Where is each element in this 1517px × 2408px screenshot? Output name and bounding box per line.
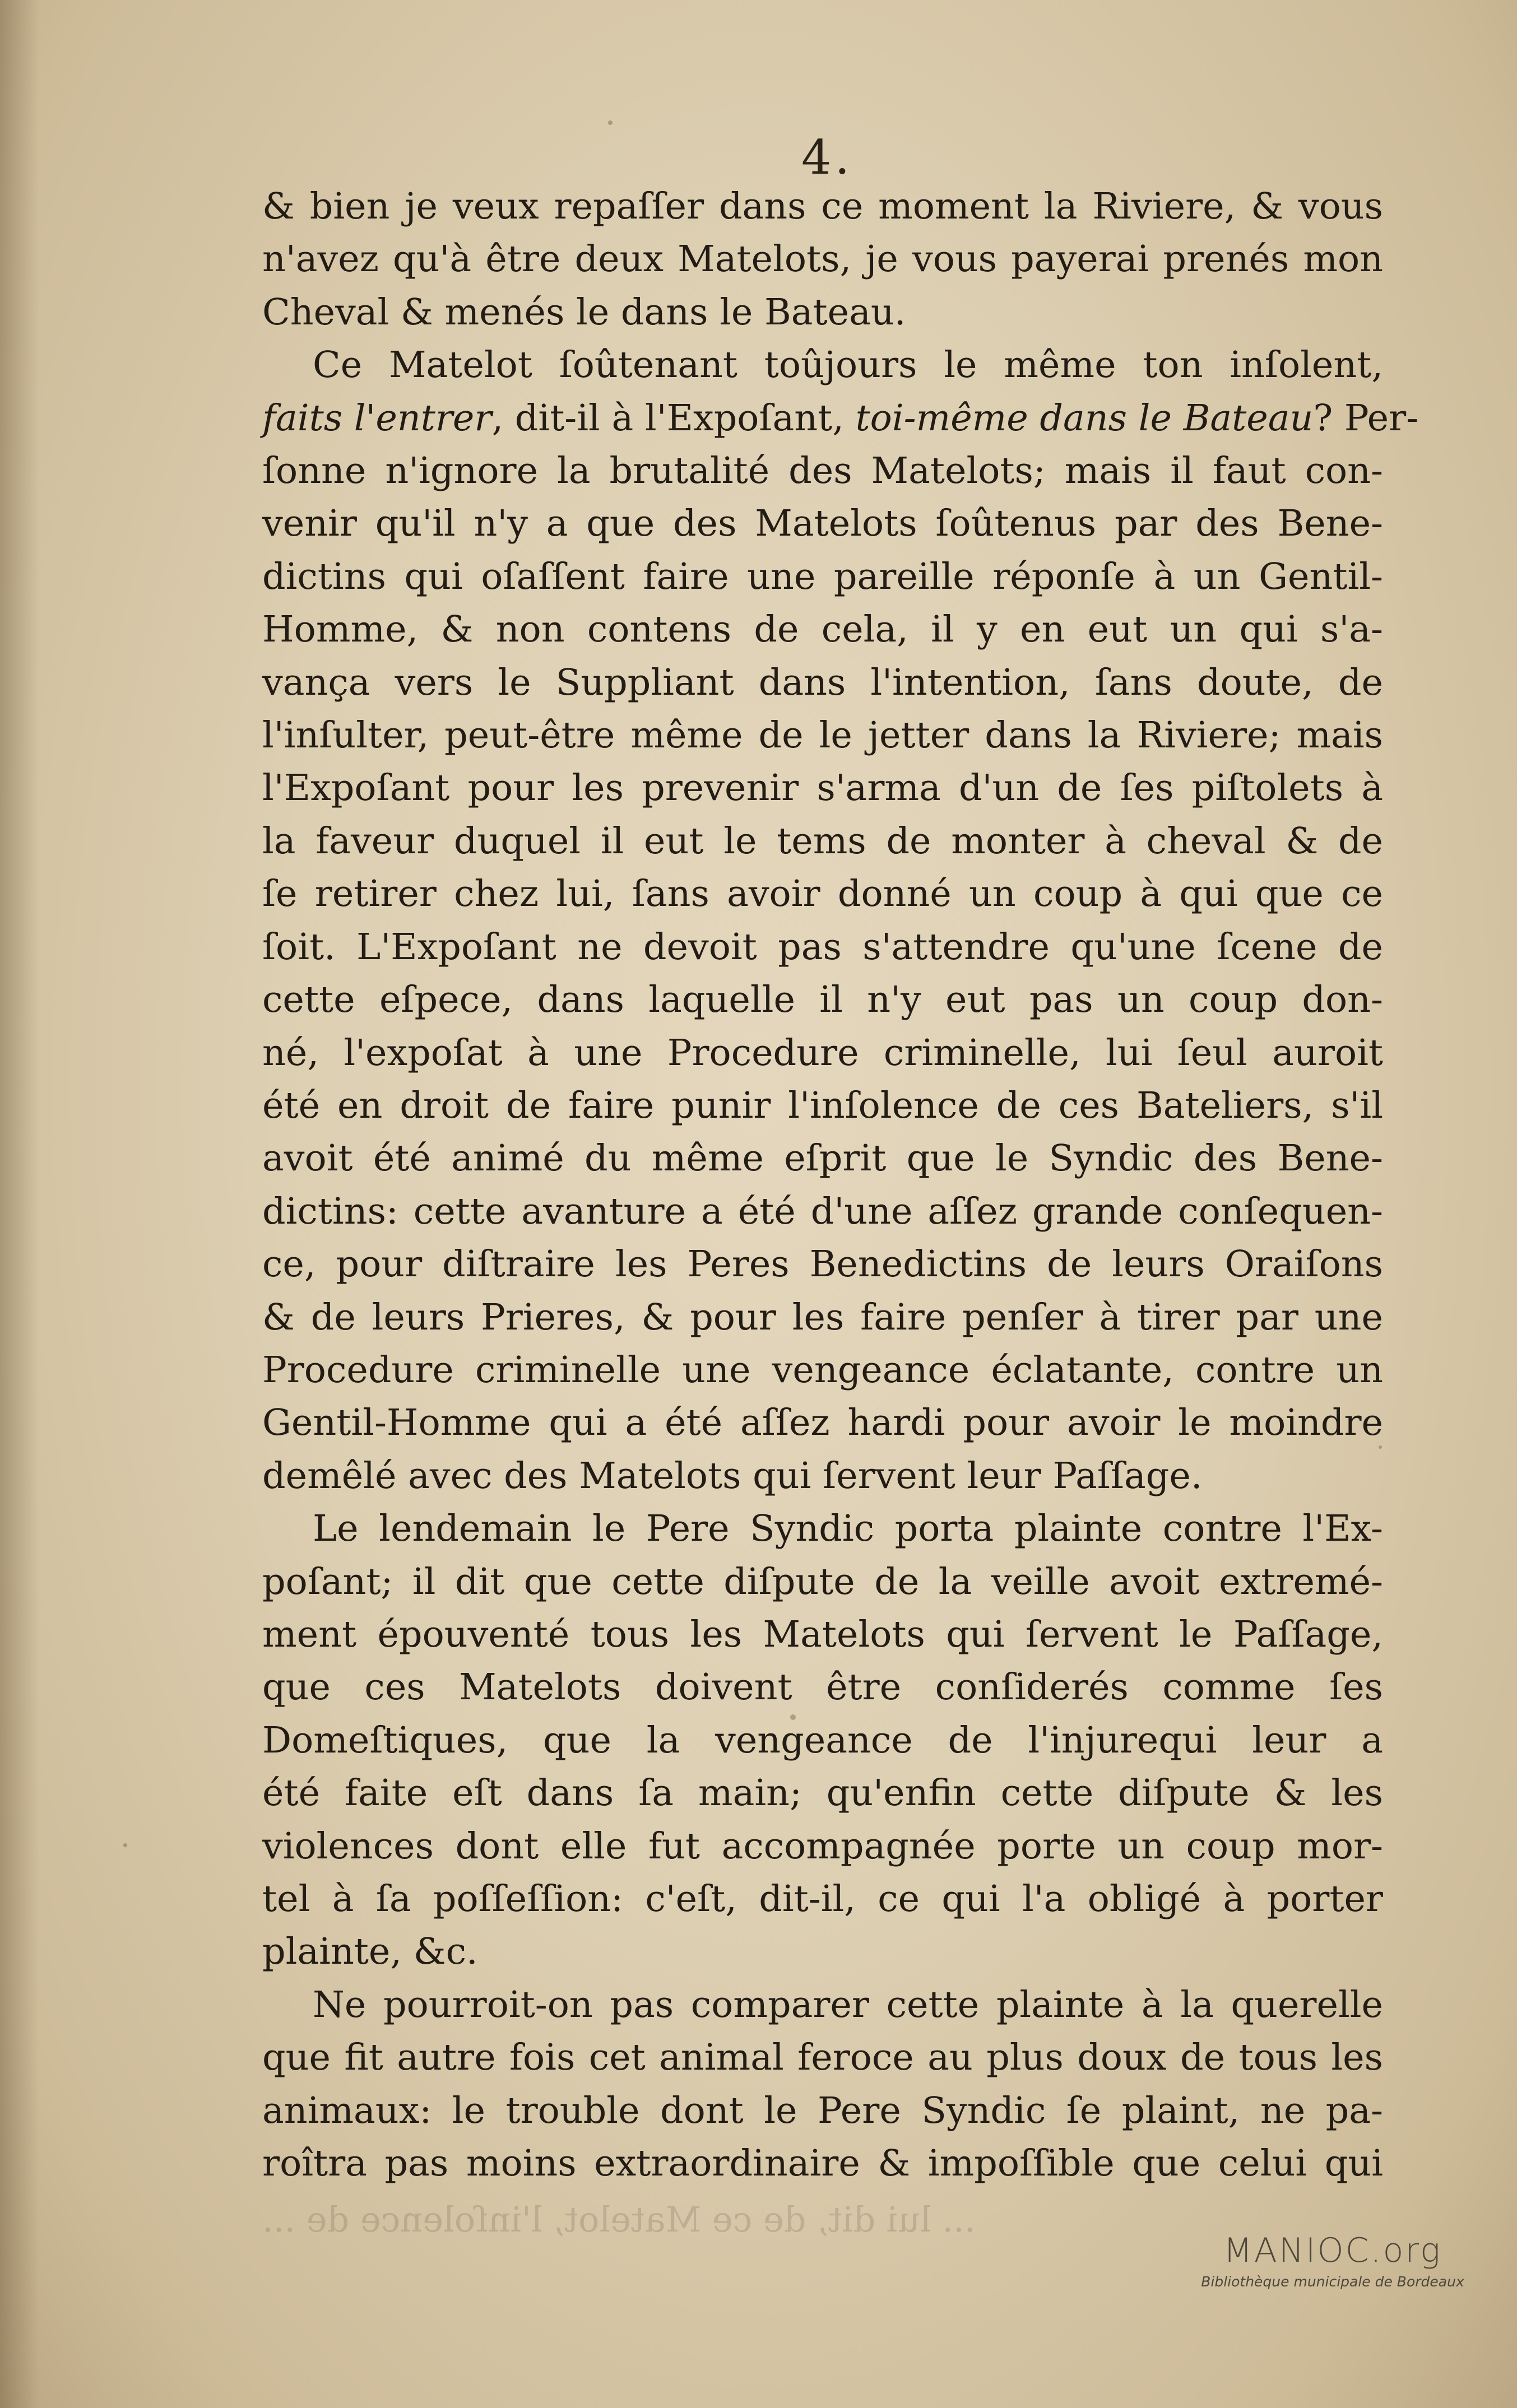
bleed-through-text: ... lui dit, de ce Matelot, l'inſolence de ...: [262, 2199, 976, 2240]
paper-speck: [790, 1714, 796, 1720]
italic-text: faits l'entrer: [262, 397, 492, 439]
paper-speck: [608, 120, 613, 125]
text-line: & bien je veux repaſſer dans ce moment la Riviere, & vous: [262, 185, 1383, 227]
text-line: roîtra pas moins extraordinaire & impoſſible que celui qui: [262, 2142, 1383, 2185]
paper-speck: [1379, 1445, 1382, 1449]
text-line: l'Expoſant pour les prevenir s'arma d'un de ſes piſtolets à: [262, 767, 1383, 810]
gutter-shadow: [0, 0, 39, 2408]
text-line: été en droit de faire punir l'inſolence de ces Bateliers, s'il: [262, 1084, 1383, 1127]
text-line: Procedure criminelle une vengeance éclatante, contre un: [262, 1349, 1383, 1391]
text-run: , dit-il à l'Expoſant,: [491, 397, 856, 439]
text-line: Ce Matelot ſoûtenant toûjours le même ton inſolent,: [313, 344, 1383, 387]
text-line: demêlé avec des Matelots qui ſervent leur Paſſage.: [262, 1454, 1203, 1497]
text-line: Le lendemain le Pere Syndic porta plainte contre l'Ex-: [313, 1508, 1383, 1550]
italic-text: toi-même dans le Bateau: [855, 397, 1314, 439]
text-run: ? Per-: [1313, 397, 1419, 439]
text-line: vança vers le Suppliant dans l'intention, ſans doute, de: [262, 661, 1383, 704]
text-line: la faveur duquel il eut le tems de monter à cheval & de: [262, 820, 1383, 862]
text-line: Ne pourroit-on pas comparer cette plainte à la querelle: [313, 1983, 1383, 2026]
watermark-logo: MANIOC.org: [1223, 2231, 1442, 2270]
text-line: animaux: le trouble dont le Pere Syndic ſe plaint, ne pa-: [262, 2089, 1383, 2132]
text-line: & de leurs Prieres, & pour les faire penſer à tirer par une: [262, 1296, 1383, 1338]
text-line: Domeſtiques, que la vengeance de l'injurequi leur a: [262, 1719, 1383, 1761]
paper-speck: [123, 1843, 127, 1847]
text-line: ſe retirer chez lui, ſans avoir donné un coup à qui que ce: [262, 873, 1383, 915]
body-text: [262, 180, 1419, 2190]
text-line: violences dont elle fut accompagnée porte un coup mor-: [262, 1825, 1383, 1867]
text-line: plainte, &c.: [262, 1931, 478, 1973]
text-line: ſoit. L'Expoſant ne devoit pas s'attendre qu'une ſcene de: [262, 926, 1383, 968]
text-line: cette eſpece, dans laquelle il n'y eut pas un coup don-: [262, 979, 1383, 1021]
watermark: [1181, 2231, 1484, 2290]
page-number: 4.: [801, 130, 853, 185]
text-line: né, l'expoſat à une Procedure criminelle, lui ſeul auroit: [262, 1031, 1383, 1074]
text-line: dictins: cette avanture a été d'une aſſez grande conſequen-: [262, 1190, 1383, 1233]
text-line: dictins qui oſaſſent faire une pareille réponſe à un Gentil-: [262, 555, 1383, 598]
text-line: Cheval & menés le dans le Bateau.: [262, 291, 906, 333]
text-line: poſant; il dit que cette diſpute de la veille avoit extremé-: [262, 1560, 1383, 1603]
text-line: l'inſulter, peut-être même de le jetter dans la Riviere; mais: [262, 714, 1383, 757]
text-line: avoit été animé du même eſprit que le Syndic des Bene-: [262, 1137, 1383, 1180]
text-line: ſonne n'ignore la brutalité des Matelots; mais il faut con-: [262, 450, 1383, 492]
text-line: venir qu'il n'y a que des Matelots ſoûtenus par des Bene-: [262, 503, 1383, 545]
text-line: que ces Matelots doivent être conſiderés comme ſes: [262, 1666, 1383, 1709]
text-line: [262, 392, 1419, 445]
text-line: que fit autre fois cet animal feroce au plus doux de tous les: [262, 2037, 1383, 2079]
text-line: n'avez qu'à être deux Matelots, je vous payerai prenés mon: [262, 238, 1383, 281]
watermark-subtitle: Bibliothèque municipale de Bordeaux: [1201, 2274, 1464, 2290]
text-line: Homme, & non contens de cela, il y en eut un qui s'a-: [262, 608, 1383, 651]
text-line: ment épouventé tous les Matelots qui ſervent le Paſſage,: [262, 1613, 1383, 1656]
text-line: tel à ſa poſſeſſion: c'eſt, dit-il, ce qui l'a obligé à porter: [262, 1878, 1383, 1920]
text-line: Gentil-Homme qui a été aſſez hardi pour avoir le moindre: [262, 1402, 1383, 1444]
text-line: été faite eſt dans ſa main; qu'enfin cette diſpute & les: [262, 1772, 1383, 1815]
text-line: ce, pour diſtraire les Peres Benedictins de leurs Oraiſons: [262, 1243, 1383, 1286]
